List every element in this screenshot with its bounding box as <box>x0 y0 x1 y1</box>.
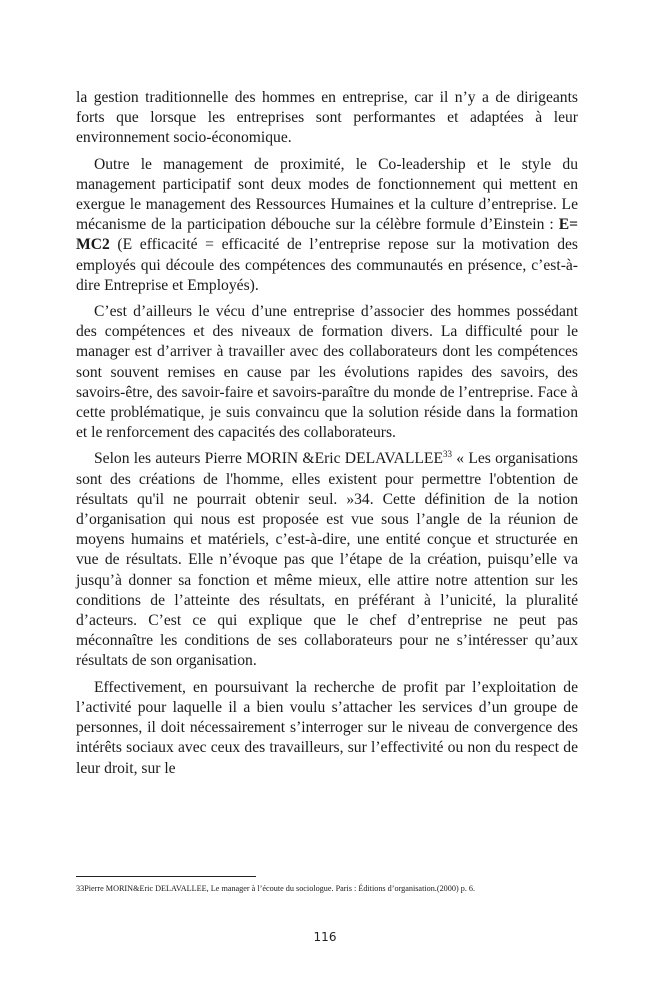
page-body <box>76 88 578 785</box>
einstein-formula: E= MC2 <box>76 216 578 254</box>
paragraph-2 <box>76 155 578 296</box>
paragraph-4-text-end: « Les organisations sont des créations de l'homme, elles existent pour permettre l'obtention de résultats qu'il ne pourrait obtenir seul. »34. Cette définition de la notion d’organisation qui nous est proposée est vue sous l’angle de la réunion de moyens humains et matériels, c’est-à-dire, une entité conçue et structurée en vue de résultats. Elle n’évoque pas que l’étape de la création, puisqu’elle va jusqu’à donner sa fonction et même mieux, elle attire notre attention sur les conditions de l’atteinte des résultats, en préférant à l’unicité, la pluralité d’acteurs. C’est ce qui explique que le chef d’entreprise ne peut pas méconnaître les conditions de ses collaborateurs pour ne s’intéresser qu’aux résultats de son organisation. <box>76 450 578 670</box>
footnote-divider <box>76 876 256 877</box>
paragraph-4 <box>76 449 578 671</box>
paragraph-4-text-start: Selon les auteurs Pierre MORIN &Eric DELAVALLEE <box>94 450 443 468</box>
footnote: 33Pierre MORIN&Eric DELAVALLEE, Le manager à l’écoute du sociologue. Paris : Éditions d’organisation.(2000) p. 6. <box>76 884 476 893</box>
paragraph-3: C’est d’ailleurs le vécu d’une entreprise d’associer des hommes possédant des compétences et des niveaux de formation divers. La difficulté pour le manager est d’arriver à travailler avec des collaborateurs dont les compétences sont souvent remises en cause par les évolutions rapides des savoirs, des savoirs-être, des savoir-faire et savoirs-paraître du monde de l’entreprise. Face à cette problématique, je suis convaincu que la solution réside dans la formation et le renforcement des capacités des collaborateurs. <box>76 303 578 442</box>
footnote-reference[interactable]: 33 <box>442 449 452 460</box>
page-number: 116 <box>313 930 337 944</box>
paragraph-1: la gestion traditionnelle des hommes en entreprise, car il n’y a de dirigeants forts que lorsque les entreprises sont performantes et adaptées à leur environnement socio-économique. <box>76 89 578 147</box>
paragraph-5: Effectivement, en poursuivant la recherche de profit par l’exploitation de l’activité pour laquelle il a bien voulu s’attacher les services d’un groupe de personnes, il doit nécessairement s’interroger sur le niveau de convergence des intérêts sociaux avec ceux des travailleurs, sur l’effectivité ou non du respect de leur droit, sur le <box>76 678 578 777</box>
paragraph-2-text-end: (E efficacité = efficacité de l’entreprise repose sur la motivation des employés qui découle des compétences des communautés en présence, c’est-à-dire Entreprise et Employés). <box>76 236 578 294</box>
paragraph-2-text-start: Outre le management de proximité, le Co-leadership et le style du management participatif sont deux modes de fonctionnement qui mettent en exergue le management des Ressources Humaines et la culture d’entreprise. Le mécanisme de la participation débouche sur la célèbre formule d’Einstein : <box>76 155 578 234</box>
